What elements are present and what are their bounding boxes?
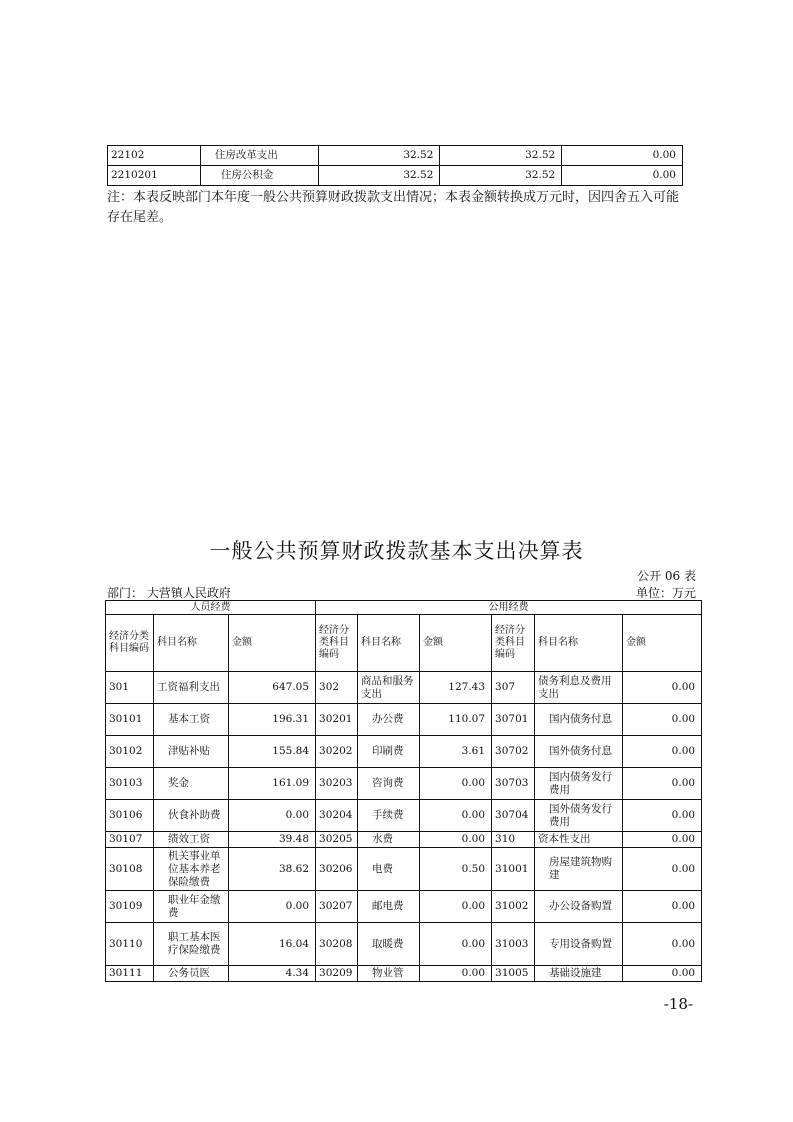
cell-name: 债务利息及费用支出 <box>535 672 623 704</box>
column-header-row <box>106 615 702 672</box>
cell-code: 30109 <box>106 891 154 923</box>
cell-name: 房屋建筑物购建 <box>535 848 623 891</box>
table-row <box>108 166 683 186</box>
cell-amount: 110.07 <box>420 704 492 736</box>
header-amount: 金额 <box>420 615 492 672</box>
table-row <box>106 800 702 832</box>
cell-code: 30110 <box>106 923 154 966</box>
header-amount: 金额 <box>623 615 702 672</box>
cell-code: 31001 <box>492 848 535 891</box>
unit-label: 单位：万元 <box>635 586 696 600</box>
cell-name: 绩效工资 <box>154 832 229 848</box>
cell-name: 公务员医 <box>154 966 229 982</box>
header-name: 科目名称 <box>535 615 623 672</box>
cell-code: 30209 <box>316 966 358 982</box>
cell-code: 30702 <box>492 736 535 768</box>
group-public: 公用经费 <box>316 601 702 615</box>
header-code: 经济分类科目编码 <box>316 615 358 672</box>
header-code: 经济分类科目编码 <box>492 615 535 672</box>
cell-amount: 0.00 <box>623 848 702 891</box>
cell-amount: 0.00 <box>420 800 492 832</box>
header-name: 科目名称 <box>154 615 229 672</box>
table-row <box>108 146 683 166</box>
table-row <box>106 672 702 704</box>
cell-amount: 196.31 <box>229 704 316 736</box>
cell-name: 职工基本医疗保险缴费 <box>154 923 229 966</box>
cell-name: 国外债务发行费用 <box>535 800 623 832</box>
expenditure-table <box>105 600 702 982</box>
cell-value: 32.52 <box>318 166 440 186</box>
cell-code: 30203 <box>316 768 358 800</box>
group-header-row <box>106 601 702 615</box>
cell-code: 30208 <box>316 923 358 966</box>
cell-code: 30202 <box>316 736 358 768</box>
cell-amount: 0.00 <box>420 891 492 923</box>
group-personnel: 人员经费 <box>106 601 316 615</box>
cell-name: 奖金 <box>154 768 229 800</box>
cell-code: 30108 <box>106 848 154 891</box>
table-note: 注：本表反映部门本年度一般公共预算财政拨款支出情况；本表金额转换成万元时，因四舍五入可能存在尾差。 <box>107 190 680 225</box>
cell-code: 30103 <box>106 768 154 800</box>
cell-code: 30101 <box>106 704 154 736</box>
table-row <box>106 832 702 848</box>
cell-code: 30106 <box>106 800 154 832</box>
cell-name: 专用设备购置 <box>535 923 623 966</box>
cell-amount: 39.48 <box>229 832 316 848</box>
cell-name: 国内债务付息 <box>535 704 623 736</box>
table-row <box>106 966 702 982</box>
cell-name: 机关事业单位基本养老保险缴费 <box>154 848 229 891</box>
cell-name: 伙食补助费 <box>154 800 229 832</box>
cell-amount: 0.00 <box>623 891 702 923</box>
cell-amount: 4.34 <box>229 966 316 982</box>
cell-code: 2210201 <box>108 166 201 186</box>
cell-name: 物业管 <box>358 966 420 982</box>
cell-amount: 0.00 <box>420 768 492 800</box>
form-code: 公开 06 表 <box>637 569 696 583</box>
cell-code: 30111 <box>106 966 154 982</box>
cell-code: 31003 <box>492 923 535 966</box>
cell-value: 32.52 <box>440 166 562 186</box>
cell-amount: 16.04 <box>229 923 316 966</box>
cell-code: 310 <box>492 832 535 848</box>
cell-amount: 0.00 <box>623 923 702 966</box>
cell-name: 住房公积金 <box>200 166 318 186</box>
cell-amount: 0.00 <box>420 832 492 848</box>
cell-amount: 0.00 <box>623 736 702 768</box>
cell-code: 30701 <box>492 704 535 736</box>
cell-amount: 127.43 <box>420 672 492 704</box>
cell-name: 电费 <box>358 848 420 891</box>
table-row <box>106 704 702 736</box>
cell-name: 印刷费 <box>358 736 420 768</box>
cell-amount: 0.00 <box>623 800 702 832</box>
cell-name: 办公设备购置 <box>535 891 623 923</box>
header-name: 科目名称 <box>358 615 420 672</box>
cell-amount: 0.00 <box>623 832 702 848</box>
cell-name: 基础设施建 <box>535 966 623 982</box>
cell-code: 22102 <box>108 146 201 166</box>
cell-code: 30102 <box>106 736 154 768</box>
cell-name: 咨询费 <box>358 768 420 800</box>
cell-amount: 161.09 <box>229 768 316 800</box>
cell-value: 32.52 <box>440 146 562 166</box>
table-row <box>106 891 702 923</box>
cell-name: 取暖费 <box>358 923 420 966</box>
cell-amount: 0.50 <box>420 848 492 891</box>
cell-code: 30204 <box>316 800 358 832</box>
cell-name: 手续费 <box>358 800 420 832</box>
cell-code: 30205 <box>316 832 358 848</box>
cell-amount: 0.00 <box>420 923 492 966</box>
cell-amount: 0.00 <box>623 768 702 800</box>
cell-code: 30107 <box>106 832 154 848</box>
cell-value: 0.00 <box>562 166 683 186</box>
cell-name: 住房改革支出 <box>200 146 318 166</box>
cell-name: 基本工资 <box>154 704 229 736</box>
cell-amount: 155.84 <box>229 736 316 768</box>
cell-code: 30201 <box>316 704 358 736</box>
cell-name: 工资福利支出 <box>154 672 229 704</box>
cell-code: 31005 <box>492 966 535 982</box>
cell-amount: 0.00 <box>420 966 492 982</box>
cell-value: 32.52 <box>318 146 440 166</box>
cell-amount: 3.61 <box>420 736 492 768</box>
cell-name: 水费 <box>358 832 420 848</box>
header-amount: 金额 <box>229 615 316 672</box>
cell-name: 办公费 <box>358 704 420 736</box>
table-row <box>106 736 702 768</box>
cell-value: 0.00 <box>562 146 683 166</box>
header-code: 经济分类科目编码 <box>106 615 154 672</box>
table-row <box>106 923 702 966</box>
cell-amount: 0.00 <box>623 672 702 704</box>
table-row <box>106 768 702 800</box>
cell-name: 资本性支出 <box>535 832 623 848</box>
page-title: 一般公共预算财政拨款基本支出决算表 <box>209 539 584 563</box>
cell-code: 30207 <box>316 891 358 923</box>
cell-amount: 0.00 <box>623 966 702 982</box>
cell-name: 国内债务发行费用 <box>535 768 623 800</box>
cell-code: 301 <box>106 672 154 704</box>
department-label: 部门： 大营镇人民政府 <box>107 586 231 600</box>
cell-name: 邮电费 <box>358 891 420 923</box>
cell-amount: 0.00 <box>229 800 316 832</box>
top-table <box>107 145 683 186</box>
cell-name: 国外债务付息 <box>535 736 623 768</box>
table-row <box>106 848 702 891</box>
cell-code: 30704 <box>492 800 535 832</box>
cell-code: 307 <box>492 672 535 704</box>
cell-amount: 38.62 <box>229 848 316 891</box>
cell-code: 30206 <box>316 848 358 891</box>
cell-code: 302 <box>316 672 358 704</box>
cell-code: 30703 <box>492 768 535 800</box>
cell-name: 津贴补贴 <box>154 736 229 768</box>
cell-name: 商品和服务支出 <box>358 672 420 704</box>
page-number: -18- <box>663 995 693 1013</box>
cell-amount: 0.00 <box>623 704 702 736</box>
cell-name: 职业年金缴费 <box>154 891 229 923</box>
cell-amount: 647.05 <box>229 672 316 704</box>
cell-amount: 0.00 <box>229 891 316 923</box>
cell-code: 31002 <box>492 891 535 923</box>
